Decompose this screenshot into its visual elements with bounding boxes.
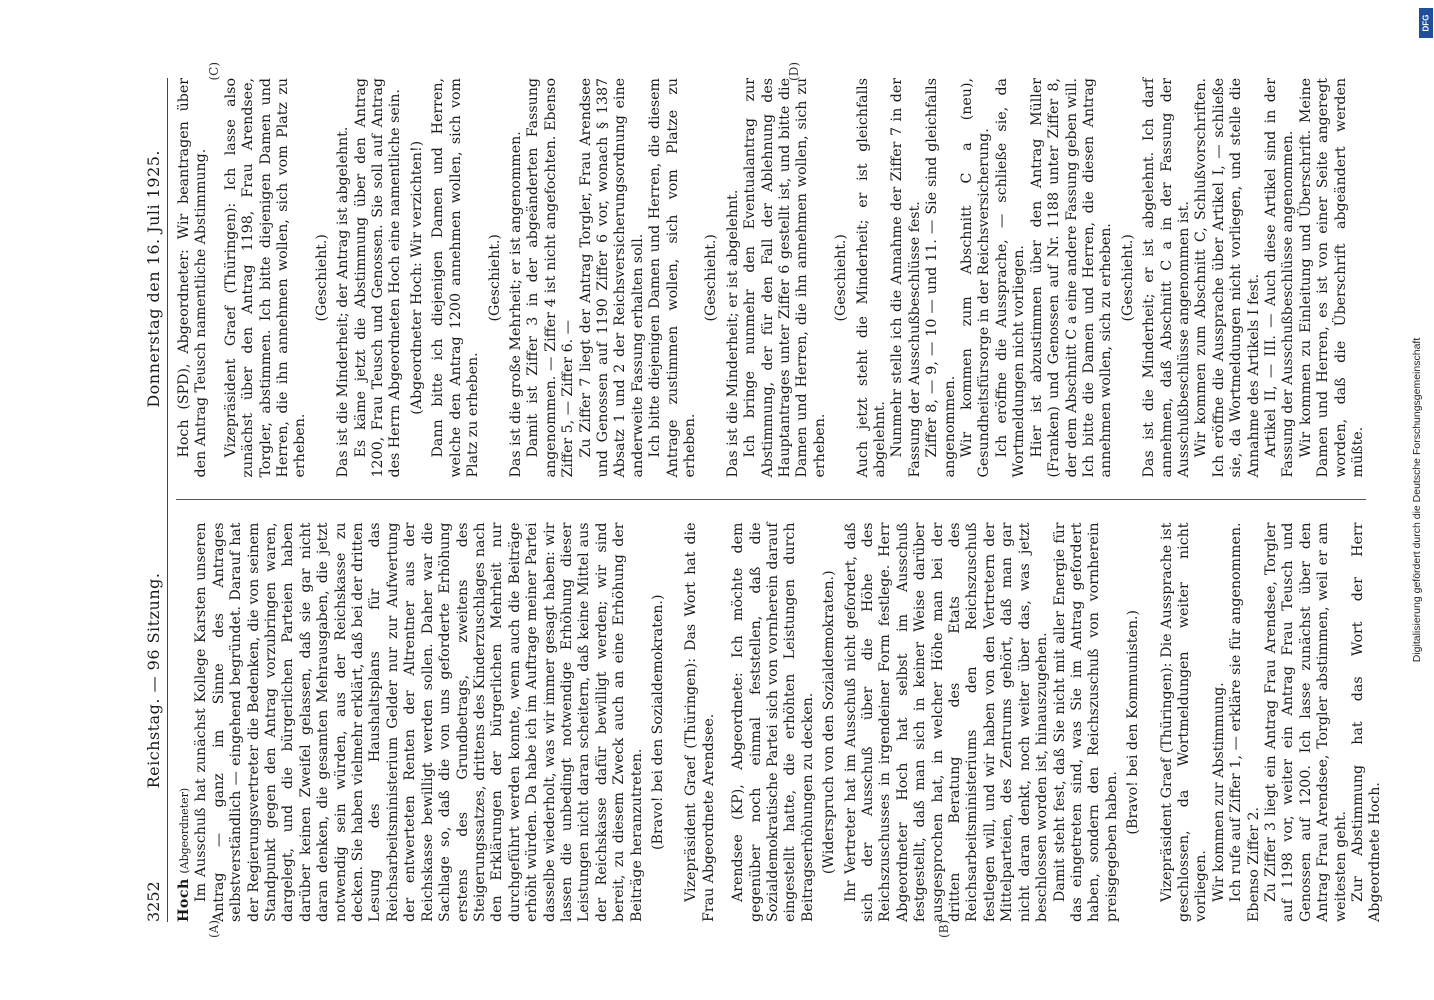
paragraph: Es käme jetzt die Abstimmung über den Antrag 1200, Frau Teusch und Genossen. Sie soll auf Antrag des Herrn Abgeordneten Hoch eine namentliche sein.: [352, 78, 404, 478]
paragraph: Das ist die Minderheit; er ist abgelehnt. Ich darf annehmen, daß Abschnitt C a in der Fassung der Ausschußbeschlüsse angenommen ist.: [1141, 78, 1192, 478]
paragraph: Ich rufe auf Ziffer 1, — erkläre sie für angenommen. Ebenso Ziffer 2.: [1228, 522, 1262, 922]
text-columns: [176, 62, 1384, 938]
interjection: (Bravo! bei den Kommunisten.): [1125, 609, 1142, 835]
interjection: (Geschieht.): [486, 234, 503, 322]
column-divider: [176, 500, 1366, 501]
paragraph: Dann bitte ich diejenigen Damen und Herren, welche den Antrag 1200 annehmen wollen, sich vom Platz zu erheben.: [430, 78, 482, 478]
dfg-logo: [1419, 8, 1433, 38]
interjection: (Geschieht.): [1119, 234, 1136, 322]
dfg-logo-text: DFG: [1421, 14, 1431, 32]
funding-note-strip: [1400, 0, 1434, 1000]
page-number: 3252: [144, 881, 163, 922]
paragraph: Das ist die Minderheit; der Antrag ist abgelehnt.: [335, 126, 352, 478]
speaker-name: Hoch: [176, 878, 192, 922]
paragraph: Vizepräsident Graef (Thüringen): Ich lasse also zunächst über den Antrag 1198, Frau Arendsee, Torgler, abstimmen. Ich bitte diejenigen Damen und Herren, die ihn annehmen wollen, sich vom Platz zu erheben.: [222, 78, 309, 478]
interjection: (Geschieht.): [833, 234, 850, 322]
paragraph: Zu Ziffer 7 liegt der Antrag Torgler, Frau Arendsee und Genossen auf 1190 Ziffer 6 vor, wonach § 1387 Absatz 1 und 2 der Reichsversicherungsordnung eine anderweite Fassung erhalten soll.: [577, 78, 646, 478]
speaker-note: (Abgeordneter): [178, 787, 191, 874]
paragraph: Zur Abstimmung hat das Wort der Herr Abgeordnete Hoch.: [1350, 522, 1384, 922]
running-head: [144, 78, 168, 922]
right-column: [176, 62, 1366, 478]
paragraph: Wir kommen zu Einleitung und Überschrift. Meine Damen und Herren, es ist von einer Seite angeregt worden, daß die Überschrift abgeändert werden müßte.: [1297, 78, 1366, 478]
paragraph: Ich bringe nunmehr den Eventualantrag zur Abstimmung, der für den Fall der Ablehnung des Hauptantrages unter Ziffer 6 gestellt ist, und bitte die Damen und Herren, die ihn annehmen wollen, sich zu erheben.: [742, 78, 828, 478]
paragraph: Vizepräsident Graef (Thüringen): Die Aussprache ist geschlossen, da Wortmeldungen weiter nicht vorliegen.: [1158, 522, 1210, 922]
paragraph: Artikel II, — III. — Auch diese Artikel sind in der Fassung der Ausschußbeschlüsse angenommen.: [1262, 78, 1297, 478]
paragraph: Arendsee (KP), Abgeordnete: Ich möchte dem gegenüber noch einmal feststellen, daß die Sozialdemokratische Partei sich von vornherein darauf eingestellt hatte, die erhöhten Leistungen durch Beitragserhöhungen zu decken.: [730, 522, 816, 922]
scanned-page: [130, 60, 1390, 940]
paragraph: Vizepräsident Graef (Thüringen): Das Wort hat die Frau Abgeordnete Arendsee.: [683, 522, 717, 922]
paragraph: Hoch (SPD), Abgeordneter: Wir beantragen über den Antrag Teusch namentliche Abstimmung.: [176, 78, 210, 478]
interjection: (Abgeordneter Hoch: Wir verzichten!): [408, 140, 425, 415]
margin-marker-a: (A): [207, 919, 221, 938]
paragraph: Hier ist abzustimmen über den Antrag Müller (Franken) und Genossen auf Nr. 1188 unter Ziffer 8, der dem Abschnitt C a eine andere Fassung geben will. Ich bitte die Damen und Herren, die diesen Antrag annehmen wollen, sich zu erheben.: [1028, 78, 1115, 478]
paragraph: Das ist die große Mehrheit; er ist angenommen.: [507, 131, 524, 478]
paragraph: Damit ist Ziffer 3 in der abgeänderten Fassung angenommen. — Ziffer 4 ist nicht angefochten. Ebenso Ziffer 5, — Ziffer 6. —: [525, 78, 577, 478]
interjection: (Widerspruch von den Sozialdemokraten.): [821, 570, 838, 875]
paragraph: Wir kommen zum Abschnitt C a (neu), Gesundheitsfürsorge in der Reichsversicherung.: [959, 78, 993, 478]
margin-marker-d: (D): [787, 62, 801, 81]
interjection: (Geschieht.): [313, 234, 330, 322]
speaker-continued-line: [176, 523, 193, 923]
paragraph: Damit steht fest, daß Sie nicht mit aller Energie für das eingetreten sind, was Sie im Antrag gefordert haben, sondern den Reichszuschuß von vornherein preisgegeben haben.: [1051, 522, 1120, 922]
paragraph: Ich eröffne die Aussprache, — schließe sie, da Wortmeldungen nicht vorliegen.: [993, 78, 1028, 478]
paragraph: Das ist die Minderheit; er ist abgelehnt.: [724, 189, 741, 478]
paragraph: Wir kommen zum Abschnitt C, Schlußvorschriften. Ich eröffne die Aussprache über Artikel I, — schließe sie, da Wortmeldungen nicht vorliegen, und stelle die Annahme des Artikels I fest.: [1193, 78, 1262, 478]
paragraph: Ich bitte diejenigen Damen und Herren, die diesem Antrage zustimmen wollen, sich vom Platze zu erheben.: [647, 78, 698, 478]
paragraph: Ihr Vertreter hat im Ausschuß nicht gefordert, daß sich der Ausschuß über die Höhe des Reichszuschusses in irgendeiner Form festlege. Herr Abgeordneter Hoch hat selbst im Ausschuß festgestellt, daß man sich in keiner Weise darüber ausgesprochen hat, in welcher Höhe man bei der dritten Beratung des Etats des Reichsarbeitsministeriums den Reichszuschuß festlegen will, und wir haben von den Vertretern der Mittelparteien, des Zentrums gehört, daß man gar nicht daran denkt, noch weiter über das, was jetzt beschlossen worden ist, hinauszugehen.: [842, 522, 1051, 922]
paragraph: Ziffer 8, — 9, — 10 — und 11. — Sie sind gleichfalls angenommen.: [924, 78, 958, 478]
margin-marker-b: (B): [937, 919, 951, 938]
paragraph: Wir kommen zur Abstimmung.: [1210, 682, 1227, 902]
paragraph: Nunmehr stelle ich die Annahme der Ziffer 7 in der Fassung der Ausschußbeschlüsse fest.: [889, 78, 923, 478]
funding-note: Digitalisierung gefördert durch die Deutsche Forschungsgemeinschaft: [1411, 337, 1423, 663]
left-column: [176, 522, 1384, 938]
paragraph: Zu Ziffer 3 liegt ein Antrag Frau Arendsee, Torgler auf 1198 vor, weiter ein Antrag Frau Teusch und Genossen auf 1200. Ich lasse zunächst über den Antrag Frau Arendsee, Torgler abstimmen, weil er am weitesten geht.: [1262, 522, 1349, 922]
margin-marker-c: (C): [207, 62, 221, 81]
paragraph: Im Ausschuß hat zunächst Kollege Karsten unseren Antrag — ganz im Sinne des Antrages selbstverständlich — eingehend begründet. Darauf hat der Regierungsvertreter die Bedenken, die von seinem Standpunkt gegen den Antrag vorzubringen waren, dargelegt, und die bürgerlichen Parteien haben darüber keinen Zweifel gelassen, daß sie gar nicht daran denken, die gesamten Mehrausgaben, die jetzt notwendig sein würden, aus der Reichskasse zu decken. Sie haben vielmehr erklärt, daß bei der dritten Lesung des Haushaltsplans für das Reichsarbeitsministerium Gelder nur zur Aufwertung der entwerteten Renten der Altrentner aus der Reichskasse bewilligt werden sollen. Daher war die Sachlage so, daß die von uns geforderte Erhöhung erstens des Grundbetrags, zweitens des Steigerungssatzes, drittens des Kinderzuschlages nach den Erklärungen der bürgerlichen Mehrheit nur durchgeführt werden konnte, wenn auch die Beiträge erhöht würden. Da habe ich im Auftrage meiner Partei dasselbe wiederholt, was wir immer gesagt haben: wir lassen die unbedingt notwendige Erhöhung dieser Leistungen nicht daran scheitern, daß keine Mittel aus der Reichskasse dafür bewilligt werden; wir sind bereit, zu diesem Zweck auch an eine Erhöhung der Beiträge heranzutreten.: [193, 522, 645, 922]
interjection: (Geschieht.): [703, 234, 720, 322]
right-running-title: Donnerstag den 16. Juli 1925.: [144, 149, 163, 408]
paragraph: Auch jetzt steht die Minderheit; er ist gleichfalls abgelehnt.: [854, 78, 889, 478]
left-running-title: Reichstag. — 96 Sitzung.: [144, 572, 163, 789]
interjection: (Bravo! bei den Sozialdemokraten.): [649, 594, 666, 850]
